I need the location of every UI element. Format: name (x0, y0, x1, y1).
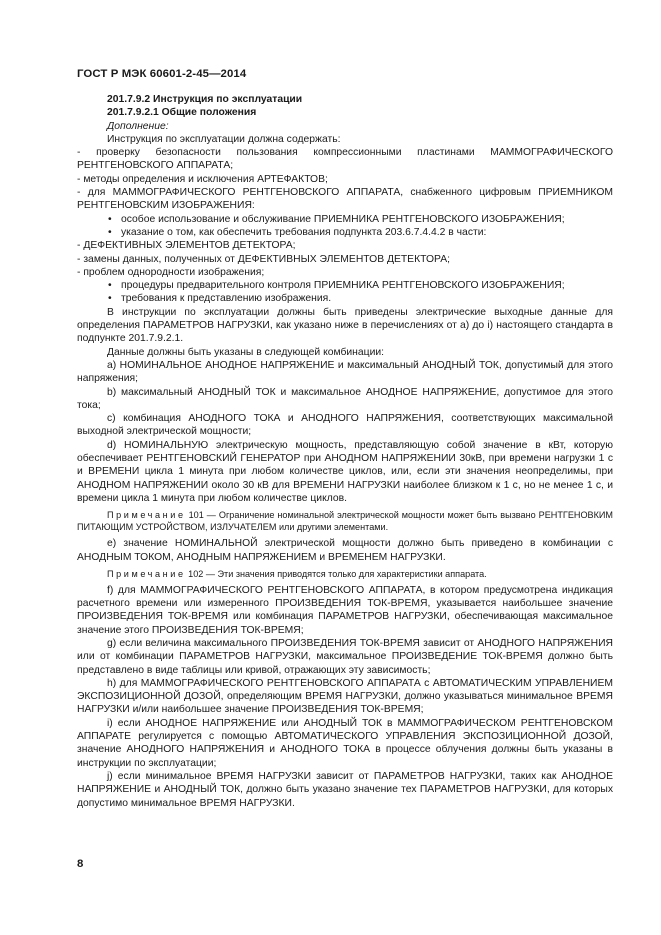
enum-item-d: d) НОМИНАЛЬНУЮ электрическую мощность, представляющую собой значение в кВт, которую обеспечивает РЕНТГЕНОВСКИЙ ГЕНЕРАТОР при АНОДНОМ НАПРЯЖЕНИИ 30кВ, при времени нагрузки 1 с и ВРЕМЕНИ цикла 1 минута при любом количестве циклов, или, если эти значения неопределимы, при АНОДНОМ НАПРЯЖЕНИИ около 30 кВ для ВРЕМЕНИ НАГРУЗКИ наиболее близком к 1 с, но не менее 1 с, и времени цикла 1 минута при любом количестве циклов. (77, 439, 613, 504)
enum-item-g: g) если величина максимального ПРОИЗВЕДЕНИЯ ТОК-ВРЕМЯ зависит от АНОДНОГО НАПРЯЖЕНИЯ или от комбинации ПАРАМЕТРОВ НАГРУЗКИ, максимальное ПРОИЗВЕДЕНИЕ ТОК-ВРЕМЯ должно быть представлено в виде таблицы или кривой, отражающих эту зависимость; (77, 637, 613, 676)
note-101 (77, 509, 613, 533)
page-content (77, 93, 613, 810)
section-heading-201-7-9-2: 201.7.9.2 Инструкция по эксплуатации (107, 94, 303, 105)
enum-item-i: i) если АНОДНОЕ НАПРЯЖЕНИЕ или АНОДНЫЙ ТОК в МАММОГРАФИЧЕСКОМ РЕНТГЕНОВСКОМ АППАРАТЕ регулируется с помощью АВТОМАТИЧЕСКОГО УПРАВЛЕНИЯ ЭКСПОЗИЦИОННОЙ ДОЗОЙ, значение АНОДНОГО НАПРЯЖЕНИЯ и АНОДНОГО ТОКА в процессе облучения должны быть указаны в инструкции по эксплуатации; (77, 717, 613, 769)
note-label: Примечание (107, 510, 186, 521)
note-102 (77, 568, 613, 580)
note-number: 102 (188, 568, 204, 579)
enum-item-j: j) если минимальное ВРЕМЯ НАГРУЗКИ зависит от ПАРАМЕТРОВ НАГРУЗКИ, таких как АНОДНОЕ НАПРЯЖЕНИЕ и АНОДНЫЙ ТОК, должно быть указано значение тех ПАРАМЕТРОВ НАГРУЗКИ, для которых допустимо минимальное ВРЕМЯ НАГРУЗКИ. (77, 770, 613, 809)
list-item: - ДЕФЕКТИВНЫХ ЭЛЕМЕНТОВ ДЕТЕКТОРА; (77, 240, 296, 252)
page-number: 8 (77, 858, 84, 870)
bullet-item: • особое использование и обслуживание ПРИЕМНИКА РЕНТГЕНОВСКОГО ИЗОБРАЖЕНИЯ; (77, 213, 613, 226)
note-number: 101 (188, 510, 204, 521)
note-text: — Ограничение номинальной электрической мощности может быть вызвано РЕНТГЕНОВКИМ ПИТАЮЩИМ УСТРОЙСТВОМ, ИЗЛУЧАТЕЛЕМ или другими элементами. (77, 510, 613, 533)
enum-item-e: е) значение НОМИНАЛЬНОЙ электрической мощности должно быть приведено в комбинации с АНОДНЫМ ТОКОМ, АНОДНЫМ НАПРЯЖЕНИЕМ и ВРЕМЕНЕМ НАГРУЗКИ. (77, 538, 613, 563)
document-header: ГОСТ Р МЭК 60601-2-45—2014 (77, 68, 247, 80)
enum-item-c: с) комбинация АНОДНОГО ТОКА и АНОДНОГО НАПРЯЖЕНИЯ, соответствующих максимальной выходной электрической мощности; (77, 413, 613, 438)
bullet-item: • указание о том, как обеспечить требования подпункта 203.6.7.4.4.2 в части: (77, 226, 613, 239)
section-heading-201-7-9-2-1: 201.7.9.2.1 Общие положения (107, 107, 257, 119)
bullet-item: • процедуры предварительного контроля ПРИЕМНИКА РЕНТГЕНОВСКОГО ИЗОБРАЖЕНИЯ; (77, 279, 613, 292)
bullet-item: • требования к представлению изображения. (77, 292, 613, 305)
list-item: - проверку безопасности пользования компрессионными пластинами МАММОГРАФИЧЕСКОГО РЕНТГЕНОВСКОГО АППАРАТА; (77, 147, 613, 172)
note-text: — Эти значения приводятся только для характеристики аппарата. (205, 568, 487, 579)
enum-item-f: f) для МАММОГРАФИЧЕСКОГО РЕНТГЕНОВСКОГО АППАРАТА, в котором предусмотрена индикация расчетного времени или измеренного ПРОИЗВЕДЕНИЯ ТОК-ВРЕМЯ, указывается наибольшее значение ПРОИЗВЕДЕНИЯ ТОК-ВРЕМЯ или комбинация ПАРАМЕТРОВ НАГРУЗКИ, обеспечивающая максимальное значение этого ПРОИЗВЕДЕНИЯ ТОК-ВРЕМЯ; (77, 584, 613, 636)
note-label: Примечание (107, 568, 186, 579)
list-item: - для МАММОГРАФИЧЕСКОГО РЕНТГЕНОВСКОГО АППАРАТА, снабженного цифровым ПРИЕМНИКОМ РЕНТГЕНОВСКИМ ИЗОБРАЖЕНИЯ: (77, 187, 613, 212)
enum-item-b: b) максимальный АНОДНЫЙ ТОК и максимальное АНОДНОЕ НАПРЯЖЕНИЕ, допустимое для этого тока; (77, 386, 613, 411)
paragraph: Инструкция по эксплуатации должна содержать: (107, 133, 341, 145)
list-item: - замены данных, полученных от ДЕФЕКТИВНЫХ ЭЛЕМЕНТОВ ДЕТЕКТОРА; (77, 253, 450, 265)
addition-label: Дополнение: (107, 120, 169, 132)
list-item: - проблем однородности изображения; (77, 266, 265, 278)
paragraph: В инструкции по эксплуатации должны быть приведены электрические выходные данные для определения ПАРАМЕТРОВ НАГРУЗКИ, как указано ниже в перечислениях от а) до i) настоящего стандарта в подпункте 201.7.9.2.1. (77, 306, 613, 345)
list-item: - методы определения и исключения АРТЕФАКТОВ; (77, 173, 328, 185)
paragraph: Данные должны быть указаны в следующей комбинации: (107, 346, 384, 358)
enum-item-h: h) для МАММОГРАФИЧЕСКОГО РЕНТГЕНОВСКОГО АППАРАТА с АВТОМАТИЧЕСКИМ УПРАВЛЕНИЕМ ЭКСПОЗИЦИОННОЙ ДОЗОЙ, определяющим ВРЕМЯ НАГРУЗКИ, должно указываться минимальное ВРЕМЯ НАГРУЗКИ и/или наибольшее значение ПРОИЗВЕДЕНИЯ ТОК-ВРЕМЯ; (77, 677, 613, 716)
enum-item-a: а) НОМИНАЛЬНОЕ АНОДНОЕ НАПРЯЖЕНИЕ и максимальный АНОДНЫЙ ТОК, допустимый для этого напряжения; (77, 359, 613, 385)
